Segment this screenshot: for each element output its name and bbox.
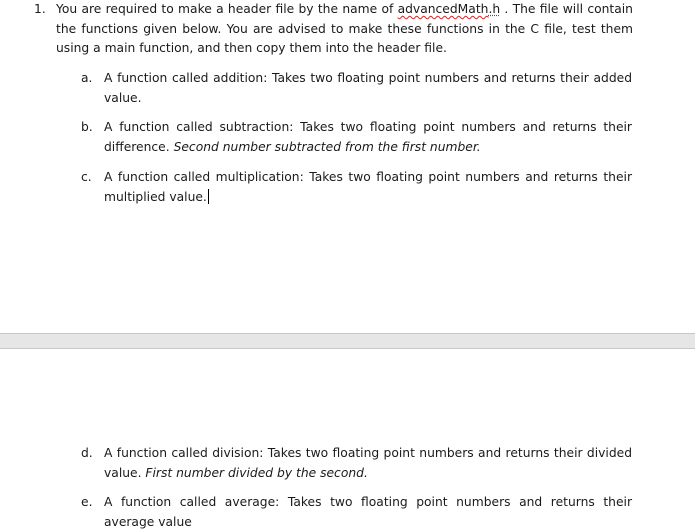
sublist-item-e[interactable] bbox=[104, 493, 632, 532]
sublist-letter-b: b. bbox=[81, 120, 93, 134]
sublist-item-a-text: A function called addition: Takes two floating point numbers and returns their added value. bbox=[104, 71, 632, 105]
list-number-1: 1. bbox=[34, 2, 46, 16]
sublist-item-b-note: Second number subtracted from the first number. bbox=[173, 139, 481, 154]
sublist-item-c-text: A function called multiplication: Takes two floating point numbers and returns their multiplied value. bbox=[104, 170, 632, 204]
sublist-item-b-text: A function called subtraction: Takes two floating point numbers and returns their difference. bbox=[104, 120, 632, 154]
sublist-item-a[interactable] bbox=[104, 69, 632, 108]
header-filename: advancedMath bbox=[397, 2, 489, 16]
sublist-item-d-text: A function called division: Takes two floating point numbers and returns their divided value. bbox=[104, 446, 632, 480]
sublist-item-d[interactable] bbox=[104, 444, 632, 483]
sublist-letter-d: d. bbox=[81, 446, 93, 460]
sublist-item-c[interactable] bbox=[104, 168, 632, 207]
list-item-1-text[interactable] bbox=[56, 0, 633, 59]
sublist-item-b[interactable] bbox=[104, 118, 632, 157]
sublist-letter-c: c. bbox=[81, 170, 92, 184]
item1-text-after: . The file will contain the functions given below. You are advised to make these functions in the C file, test them using a main function, and then copy them into the header file. bbox=[56, 2, 633, 55]
item1-text-before: You are required to make a header file by the name of bbox=[56, 2, 398, 16]
document-page-2[interactable] bbox=[0, 349, 695, 532]
sublist-item-d-note: First number divided by the second. bbox=[145, 465, 368, 480]
sublist-item-e-text: A function called average: Takes two floating point numbers and returns their average value bbox=[104, 495, 632, 529]
header-extension: .h bbox=[488, 2, 501, 16]
sublist-letter-a: a. bbox=[81, 71, 93, 85]
sublist-letter-e: e. bbox=[81, 495, 93, 509]
page-break-gap bbox=[0, 333, 695, 349]
text-cursor bbox=[208, 189, 209, 204]
